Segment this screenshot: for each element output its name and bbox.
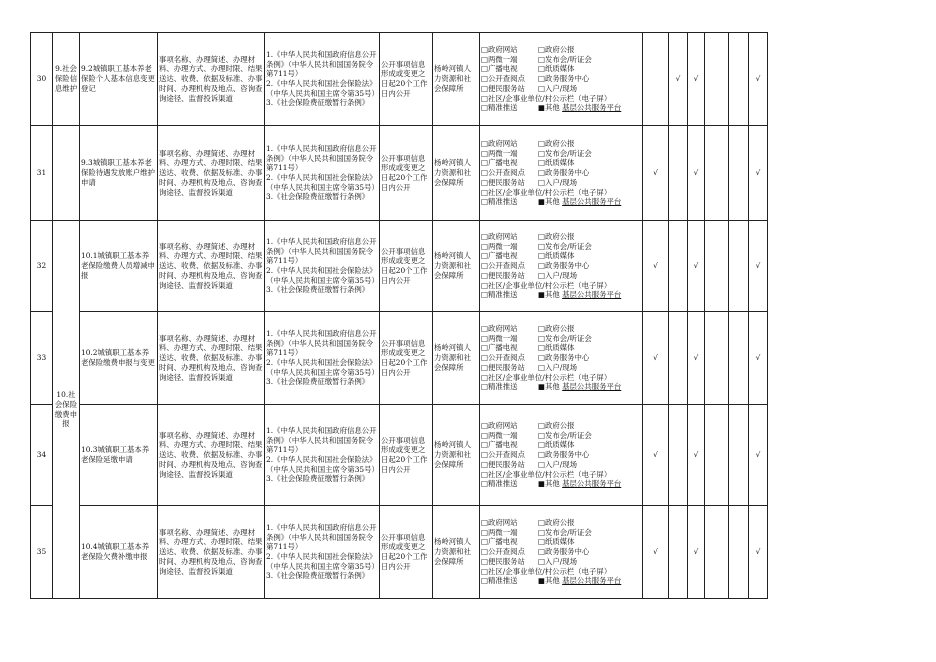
disclosure-table — [30, 32, 768, 599]
mark-cell: √ — [749, 405, 768, 506]
table-row — [31, 506, 768, 599]
mark-cell — [705, 221, 729, 312]
item-cell: 9.2城镇职工基本养老保险个人基本信息变更登记 — [80, 33, 158, 126]
content-cell: 事项名称、办理简述、办理材料、办理方式、办理时限、结果送达、收费、依据及标准、办事时间、办理机构及地点、咨询查询途径、监督投诉渠道 — [158, 126, 265, 221]
mark-cell: √ — [688, 312, 705, 405]
mark-cell — [729, 405, 749, 506]
mark-cell: √ — [688, 405, 705, 506]
mark-cell — [705, 33, 729, 126]
mark-cell: √ — [688, 126, 705, 221]
item-cell: 10.2城镇职工基本养老保险缴费申报与变更 — [80, 312, 158, 405]
row-number: 35 — [31, 506, 53, 599]
channels-cell: □政府网站 □政府公报 □两微一端 □发布会/听证会 □广播电视 □纸质媒体 □公开查阅点 □政务服务中心 □便民服务站 □入户/现场 □社区/企事业单位/村公示栏（电子屏） □精准推送 ■其他 基层公共服务平台 — [480, 33, 643, 126]
row-number: 33 — [31, 312, 53, 405]
channels-cell: □政府网站 □政府公报 □两微一端 □发布会/听证会 □广播电视 □纸质媒体 □公开查阅点 □政务服务中心 □便民服务站 □入户/现场 □社区/企事业单位/村公示栏（电子屏） □精准推送 ■其他 基层公共服务平台 — [480, 126, 643, 221]
row-number: 34 — [31, 405, 53, 506]
table-row — [31, 126, 768, 221]
basis-cell: 1.《中华人民共和国政府信息公开条例》（中华人民共和国国务院令第711号） 2.《中华人民共和国社会保险法》（中华人民共和国主席令第35号） 3.《社会保险费征缴暂行条例》 — [265, 126, 380, 221]
mark-cell: √ — [688, 33, 705, 126]
mark-cell: √ — [669, 33, 688, 126]
mark-cell: √ — [643, 506, 669, 599]
channels-cell: □政府网站 □政府公报 □两微一端 □发布会/听证会 □广播电视 □纸质媒体 □公开查阅点 □政务服务中心 □便民服务站 □入户/现场 □社区/企事业单位/村公示栏（电子屏） □精准推送 ■其他 基层公共服务平台 — [480, 312, 643, 405]
mark-cell: √ — [643, 221, 669, 312]
mark-cell — [669, 506, 688, 599]
subject-cell: 杨岭河镇人力资源和社会保障所 — [433, 405, 480, 506]
mark-cell: √ — [749, 33, 768, 126]
basis-cell: 1.《中华人民共和国政府信息公开条例》（中华人民共和国国务院令第711号） 2.《中华人民共和国社会保险法》（中华人民共和国主席令第35号） 3.《社会保险费征缴暂行条例》 — [265, 506, 380, 599]
row-number: 31 — [31, 126, 53, 221]
mark-cell: √ — [749, 312, 768, 405]
subject-cell: 杨岭河镇人力资源和社会保障所 — [433, 126, 480, 221]
content-cell: 事项名称、办理简述、办理材料、办理方式、办理时限、结果送达、收费、依据及标准、办事时间、办理机构及地点、咨询查询途径、监督投诉渠道 — [158, 312, 265, 405]
channels-cell: □政府网站 □政府公报 □两微一端 □发布会/听证会 □广播电视 □纸质媒体 □公开查阅点 □政务服务中心 □便民服务站 □入户/现场 □社区/企事业单位/村公示栏（电子屏） □精准推送 ■其他 基层公共服务平台 — [480, 506, 643, 599]
subject-cell: 杨岭河镇人力资源和社会保障所 — [433, 312, 480, 405]
basis-cell: 1.《中华人民共和国政府信息公开条例》（中华人民共和国国务院令第711号） 2.《中华人民共和国社会保险法》（中华人民共和国主席令第35号） 3.《社会保险费征缴暂行条例》 — [265, 405, 380, 506]
content-cell: 事项名称、办理简述、办理材料、办理方式、办理时限、结果送达、收费、依据及标准、办事时间、办理机构及地点、咨询查询途径、监督投诉渠道 — [158, 506, 265, 599]
mark-cell: √ — [643, 126, 669, 221]
subject-cell: 杨岭河镇人力资源和社会保障所 — [433, 33, 480, 126]
mark-cell — [669, 312, 688, 405]
item-cell: 10.3城镇职工基本养老保险延缴申请 — [80, 405, 158, 506]
timing-cell: 公开事项信息形成或变更之日起20个工作日内公开 — [380, 405, 433, 506]
table-row — [31, 405, 768, 506]
item-cell: 9.3城镇职工基本养老保险待遇发放账户维护申请 — [80, 126, 158, 221]
content-cell: 事项名称、办理简述、办理材料、办理方式、办理时限、结果送达、收费、依据及标准、办事时间、办理机构及地点、咨询查询途径、监督投诉渠道 — [158, 405, 265, 506]
mark-cell — [705, 126, 729, 221]
table-row — [31, 312, 768, 405]
timing-cell: 公开事项信息形成或变更之日起20个工作日内公开 — [380, 33, 433, 126]
channels-cell: □政府网站 □政府公报 □两微一端 □发布会/听证会 □广播电视 □纸质媒体 □公开查阅点 □政务服务中心 □便民服务站 □入户/现场 □社区/企事业单位/村公示栏（电子屏） □精准推送 ■其他 基层公共服务平台 — [480, 221, 643, 312]
mark-cell — [729, 221, 749, 312]
content-cell: 事项名称、办理简述、办理材料、办理方式、办理时限、结果送达、收费、依据及标准、办事时间、办理机构及地点、咨询查询途径、监督投诉渠道 — [158, 33, 265, 126]
item-cell: 10.4城镇职工基本养老保险欠费补缴申报 — [80, 506, 158, 599]
mark-cell: √ — [643, 312, 669, 405]
mark-cell — [705, 312, 729, 405]
timing-cell: 公开事项信息形成或变更之日起20个工作日内公开 — [380, 506, 433, 599]
subject-cell: 杨岭河镇人力资源和社会保障所 — [433, 221, 480, 312]
basis-cell: 1.《中华人民共和国政府信息公开条例》（中华人民共和国国务院令第711号） 2.《中华人民共和国社会保险法》（中华人民共和国主席令第35号） 3.《社会保险费征缴暂行条例》 — [265, 221, 380, 312]
mark-cell: √ — [688, 506, 705, 599]
timing-cell: 公开事项信息形成或变更之日起20个工作日内公开 — [380, 221, 433, 312]
category-cell: 10.社会保险缴费申报 — [53, 221, 80, 599]
timing-cell: 公开事项信息形成或变更之日起20个工作日内公开 — [380, 312, 433, 405]
mark-cell — [729, 312, 749, 405]
mark-cell — [705, 506, 729, 599]
basis-cell: 1.《中华人民共和国政府信息公开条例》（中华人民共和国国务院令第711号） 2.《中华人民共和国社会保险法》（中华人民共和国主席令第35号） 3.《社会保险费征缴暂行条例》 — [265, 312, 380, 405]
row-number: 30 — [31, 33, 53, 126]
category-cell — [53, 126, 80, 221]
mark-cell: √ — [643, 405, 669, 506]
channels-cell: □政府网站 □政府公报 □两微一端 □发布会/听证会 □广播电视 □纸质媒体 □公开查阅点 □政务服务中心 □便民服务站 □入户/现场 □社区/企事业单位/村公示栏（电子屏） □精准推送 ■其他 基层公共服务平台 — [480, 405, 643, 506]
timing-cell: 公开事项信息形成或变更之日起20个工作日内公开 — [380, 126, 433, 221]
table-body — [31, 33, 768, 599]
mark-cell — [705, 405, 729, 506]
mark-cell — [729, 126, 749, 221]
mark-cell — [643, 33, 669, 126]
mark-cell: √ — [749, 221, 768, 312]
mark-cell — [669, 405, 688, 506]
row-number: 32 — [31, 221, 53, 312]
content-cell: 事项名称、办理简述、办理材料、办理方式、办理时限、结果送达、收费、依据及标准、办事时间、办理机构及地点、咨询查询途径、监督投诉渠道 — [158, 221, 265, 312]
mark-cell — [669, 126, 688, 221]
mark-cell — [729, 33, 749, 126]
table-row — [31, 221, 768, 312]
item-cell: 10.1城镇职工基本养老保险缴费人员增减申报 — [80, 221, 158, 312]
mark-cell: √ — [688, 221, 705, 312]
mark-cell: √ — [749, 126, 768, 221]
category-cell: 9.社会保险信息维护 — [53, 33, 80, 126]
mark-cell — [669, 221, 688, 312]
table-row — [31, 33, 768, 126]
subject-cell: 杨岭河镇人力资源和社会保障所 — [433, 506, 480, 599]
basis-cell: 1.《中华人民共和国政府信息公开条例》（中华人民共和国国务院令第711号） 2.《中华人民共和国社会保险法》（中华人民共和国主席令第35号） 3.《社会保险费征缴暂行条例》 — [265, 33, 380, 126]
mark-cell — [729, 506, 749, 599]
mark-cell: √ — [749, 506, 768, 599]
